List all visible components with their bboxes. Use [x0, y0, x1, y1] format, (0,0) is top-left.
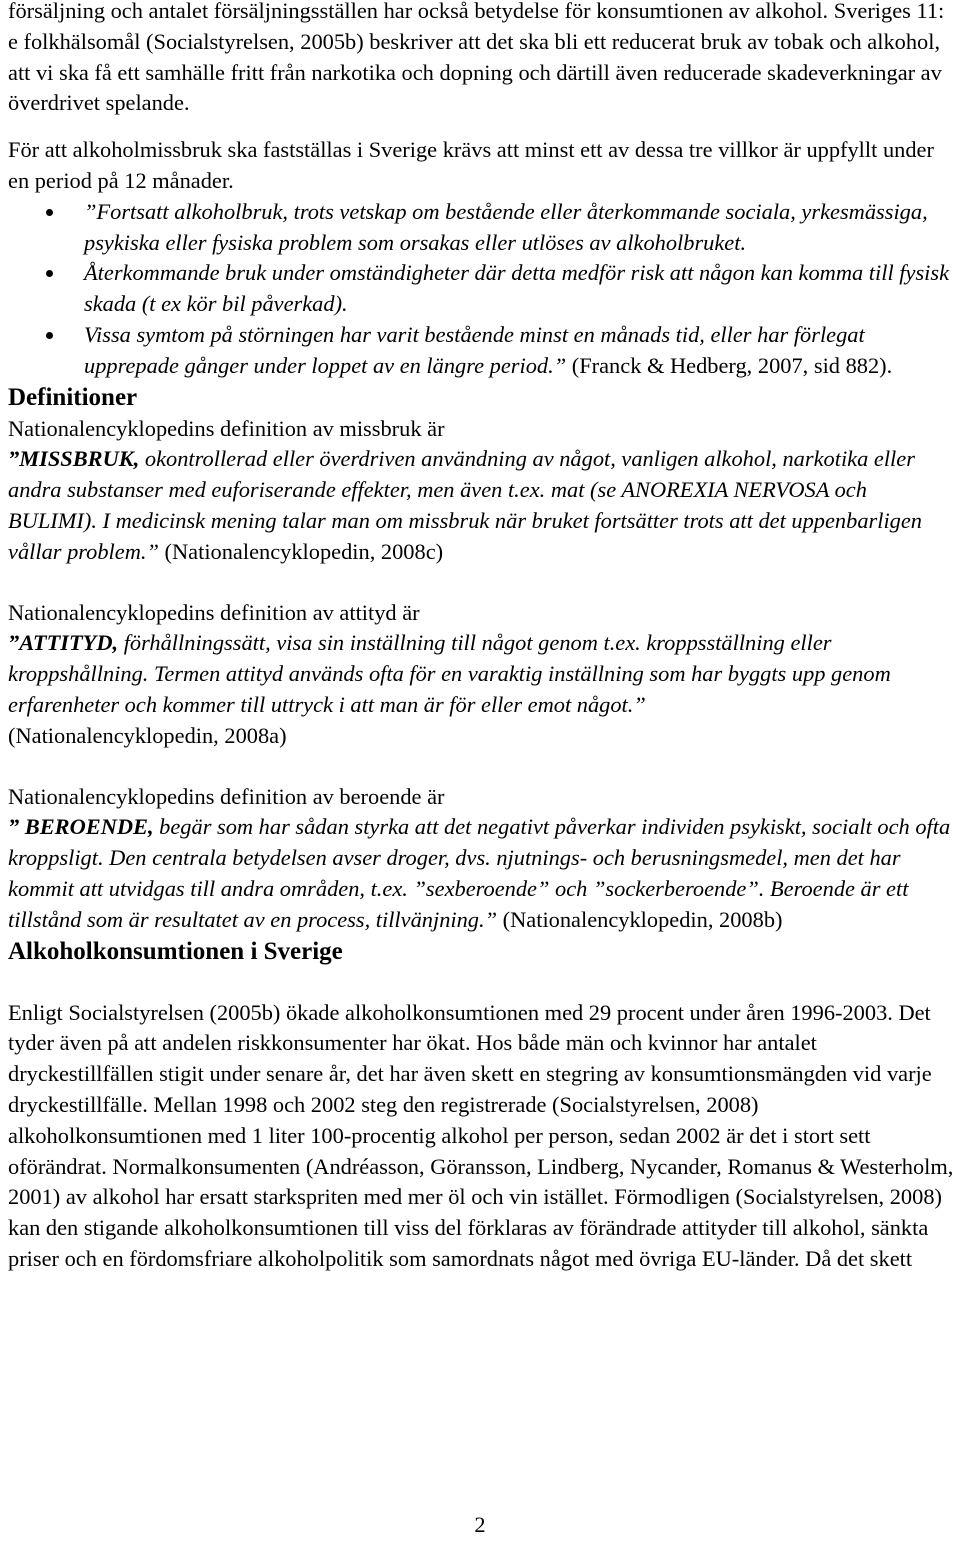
criteria-item-text: ”Fortsatt alkoholbruk, trots vetskap om bestående eller återkommande sociala, yrkesmässiga, psykiska eller fysiska problem som orsakas eller utlöses av alkoholbruket.: [84, 198, 928, 255]
document-page: [8, 0, 958, 1275]
beroende-definition-text: begär som har sådan styrka att det negativt påverkar individen psykiskt, socialt och ofta kroppsligt. Den centrala betydelsen avser droger, dvs. njutnings- och berusningsmedel, men det har kommit att utvidgas till andra områden, t.ex. ”sexberoende” och ”sockerberoende”. Beroende är ett tillstånd som är resultatet av en process, tillvänjning.”: [8, 814, 951, 932]
page-number: 2: [474, 1512, 486, 1537]
missbruk-intro: Nationalencyklopedins definition av missbruk är: [8, 415, 445, 441]
bullet-icon: [46, 209, 53, 216]
criteria-item-text: Vissa symtom på störningen har varit bestående minst en månads tid, eller har förlegat upprepade gånger under loppet av en längre period.”: [84, 321, 865, 378]
beroende-term: ” BEROENDE,: [8, 814, 154, 840]
criteria-item-3: [8, 320, 958, 382]
attityd-definition-text: förhållningssätt, visa sin inställning till något genom t.ex. kroppsställning eller kroppshållning. Termen attityd används ofta för en varaktig inställning som har byggts upp genom erfarenheter och kommer till uttryck i att man är för eller emot något.”: [8, 630, 891, 717]
missbruk-definition: [8, 444, 958, 567]
criteria-item-2: [8, 258, 958, 320]
missbruk-definition-text: okontrollerad eller överdriven användning av något, vanligen alkohol, narkotika eller andra substanser med euforiserande effekter, men även t.ex. mat (se ANOREXIA NERVOSA och BULIMI). I medicinsk mening talar man om missbruk när bruket fortsätter trots att det uppenbarligen vållar problem.”: [8, 446, 922, 564]
criteria-intro: För att alkoholmissbruk ska fastställas i Sverige krävs att minst ett av dessa tre villkor är uppfyllt under en period på 12 månader.: [8, 137, 934, 193]
attityd-intro: Nationalencyklopedins definition av attityd är: [8, 599, 420, 625]
criteria-item-text: Återkommande bruk under omständigheter där detta medför risk att någon kan komma till fysisk skada (t ex kör bil påverkad).: [84, 260, 950, 317]
bullet-icon: [46, 270, 53, 277]
attityd-term: ”ATTITYD,: [8, 630, 119, 656]
criteria-list: [8, 197, 958, 382]
missbruk-term: ”MISSBRUK,: [8, 446, 140, 472]
attityd-citation: (Nationalencyklopedin, 2008a): [8, 722, 287, 748]
intro-paragraph: försäljning och antalet försäljningsställen har också betydelse för konsumtionen av alkohol. Sveriges 11: e folkhälsomål (Socialstyrelsen, 2005b) beskriver att det ska bli ett reducerat bruk av tobak och alkohol, att vi ska få ett samhälle fritt från narkotika och dopning och därtill även reducerade skadeverkningar av överdrivet spelande.: [8, 0, 945, 116]
missbruk-citation: (Nationalencyklopedin, 2008c): [158, 538, 444, 564]
definitions-heading: Definitioner: [8, 383, 138, 411]
beroende-citation: (Nationalencyklopedin, 2008b): [497, 906, 783, 932]
beroende-intro: Nationalencyklopedins definition av beroende är: [8, 783, 445, 809]
criteria-citation: (Franck & Hedberg, 2007, sid 882).: [566, 352, 893, 378]
attityd-definition: [8, 628, 958, 751]
beroende-definition: [8, 812, 958, 935]
bullet-icon: [46, 332, 53, 339]
criteria-item-1: [8, 197, 958, 259]
consumption-paragraph: Enligt Socialstyrelsen (2005b) ökade alkoholkonsumtionen med 29 procent under åren 1996-2003. Det tyder även på att andelen riskkonsumenter har ökat. Hos både män och kvinnor har antalet dryckestillfällen stigit under senare år, det har även skett en stegring av konsumtionsmängden vid varje dryckestillfälle. Mellan 1998 och 2002 steg den registrerade (Socialstyrelsen, 2008) alkoholkonsumtionen med 1 liter 100-procentig alkohol per person, sedan 2002 är det i stort sett oförändrat. Normalkonsumenten (Andréasson, Göransson, Lindberg, Nycander, Romanus & Westerholm, 2001) av alkohol har ersatt starkspriten med mer öl och vin istället. Förmodligen (Socialstyrelsen, 2008) kan den stigande alkoholkonsumtionen till viss del förklaras av förändrade attityder till alkohol, sänkta priser och en fördomsfriare alkoholpolitik som samordnats något med övriga EU-länder. Då det skett: [8, 999, 954, 1271]
consumption-heading: Alkoholkonsumtionen i Sverige: [8, 937, 343, 965]
